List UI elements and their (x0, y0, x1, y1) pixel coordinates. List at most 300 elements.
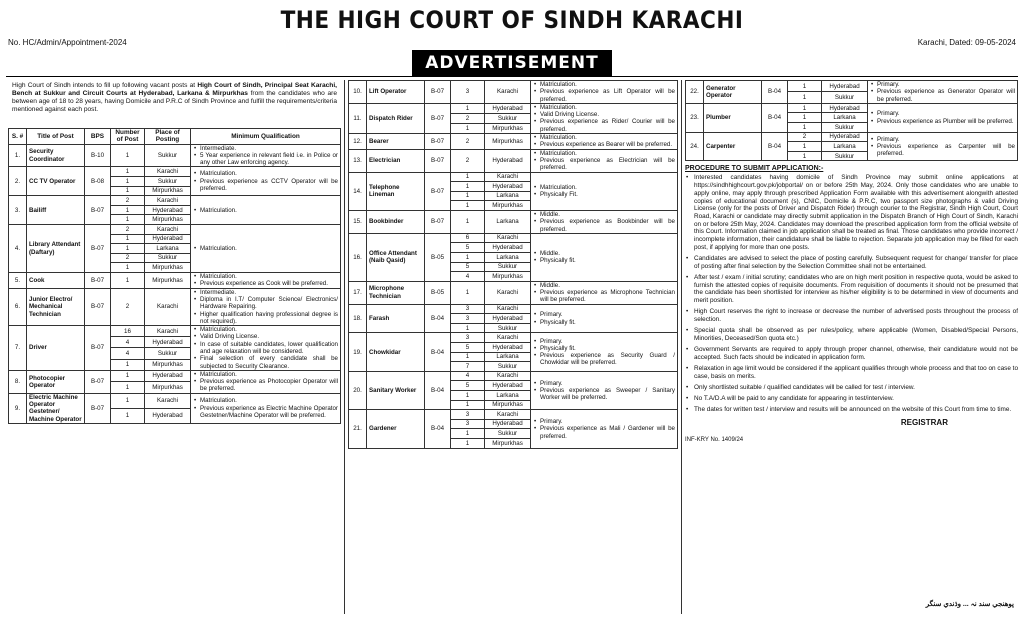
post-place: Karachi (145, 393, 191, 408)
post-place: Sukkur (485, 262, 531, 272)
post-place: Sukkur (145, 177, 191, 187)
post-count: 16 (111, 326, 145, 337)
post-bps: B-04 (762, 81, 788, 104)
post-count: 1 (451, 323, 485, 333)
page-title: THE HIGH COURT OF SINDH KARACHI (280, 6, 744, 34)
procedure-list (685, 174, 1018, 413)
post-qualification (531, 103, 678, 133)
qualification-item: • Previous experience as Cook will be preferred. (193, 280, 338, 287)
post-sn: 2. (9, 167, 27, 196)
post-count: 3 (451, 410, 485, 420)
post-sn: 21. (349, 410, 367, 448)
qualification-item: • Matriculation. (533, 104, 675, 111)
post-count: 1 (111, 234, 145, 244)
post-place: Hyderabad (485, 103, 531, 113)
post-count: 5 (451, 343, 485, 353)
posts-body-2 (349, 81, 678, 449)
column-1 (8, 80, 341, 614)
reference-number: No. HC/Admin/Appointment-2024 (8, 38, 127, 47)
qualification-item: • Physically fit. (533, 257, 675, 264)
qualification-list (870, 110, 1015, 125)
post-sn: 22. (686, 81, 704, 104)
qualification-item: • Previous experience as Electric Machine Operator Gestetner/Machine Operator will be preferred. (193, 405, 338, 420)
post-sn: 5. (9, 273, 27, 289)
table-row (349, 233, 678, 243)
post-title: Generator Operator (704, 81, 762, 104)
post-sn: 16. (349, 233, 367, 281)
post-place: Hyderabad (822, 103, 868, 113)
table-row (349, 371, 678, 381)
post-count: 2 (111, 225, 145, 235)
qualification-list (533, 418, 675, 440)
post-bps: B-07 (425, 134, 451, 150)
post-count: 1 (788, 151, 822, 161)
post-place: Sukkur (145, 348, 191, 359)
qualification-item: • Matriculation. (193, 245, 338, 252)
post-count: 1 (451, 201, 485, 211)
qualification-item: • Matriculation. (193, 371, 338, 378)
post-sn: 7. (9, 326, 27, 371)
post-qualification (868, 103, 1018, 132)
post-place: Hyderabad (822, 132, 868, 142)
post-count: 1 (451, 429, 485, 439)
procedure-item: • The dates for written test / interview and results will be announced on the website of this Court from time to time. (685, 406, 1018, 414)
header-sn: S. # (9, 129, 27, 145)
post-place: Sukkur (145, 144, 191, 167)
qualification-list (533, 104, 675, 133)
post-sn: 9. (9, 393, 27, 423)
qualification-item: • Matriculation. (533, 134, 675, 141)
post-place: Mirpurkhas (145, 382, 191, 393)
post-qualification (531, 172, 678, 210)
qualification-list (193, 273, 338, 288)
table-row (9, 196, 341, 206)
post-place: Mirpurkhas (485, 272, 531, 282)
column-divider-2 (681, 80, 682, 614)
post-bps: B-07 (425, 149, 451, 172)
post-count: 1 (111, 186, 145, 196)
post-place: Larkana (822, 142, 868, 152)
table-row (9, 144, 341, 167)
post-sn: 19. (349, 333, 367, 371)
table-row (349, 149, 678, 172)
table-row (9, 225, 341, 235)
post-qualification (868, 132, 1018, 161)
qualification-item: • Primary. (533, 380, 675, 387)
post-place: Karachi (485, 172, 531, 182)
post-place: Karachi (485, 371, 531, 381)
table-row (9, 326, 341, 337)
post-place: Mirpurkhas (485, 124, 531, 134)
procedure-item: • Special quota shall be observed as per rules/policy, where applicable (Women, Disabled/Special Persons, Minorities, Deceased/Son quota etc.) (685, 327, 1018, 342)
post-bps: B-04 (425, 333, 451, 371)
post-title: Photocopier Operator (27, 370, 85, 393)
post-count: 2 (451, 149, 485, 172)
post-place: Sukkur (485, 362, 531, 372)
post-place: Hyderabad (145, 205, 191, 215)
procedure-heading: PROCEDURE TO SUBMIT APPLICATION:- (685, 165, 824, 173)
post-count: 3 (451, 304, 485, 314)
intro-text: High Court of Sindh intends to fill up following vacant posts at (12, 82, 198, 89)
qualification-item: • Middle. (533, 282, 675, 289)
post-sn: 15. (349, 210, 367, 233)
post-sn: 24. (686, 132, 704, 161)
post-place: Karachi (145, 326, 191, 337)
post-count: 5 (451, 262, 485, 272)
post-sn: 6. (9, 288, 27, 325)
table-row (349, 103, 678, 113)
post-count: 1 (788, 81, 822, 92)
post-title: Office Attendant (Naib Qasid) (367, 233, 425, 281)
post-sn: 12. (349, 134, 367, 150)
post-count: 1 (451, 439, 485, 449)
qualification-item: • Primary. (533, 418, 675, 425)
post-sn: 10. (349, 81, 367, 104)
post-place: Larkana (822, 113, 868, 123)
procedure-item: • Interested candidates having domicile of Sindh Province may submit online applications at https://sindhhighcourt.gov.pk/jobportal/ on or before 25th May, 2024. Only those candidates who are unable to apply online, may apply through prescribed Application Form available with this advertisement alongwith attested copies of educational document (s), CNIC, Domicile & P.R.C, two passport size photographs & valid Driving License (only for the posts of Driver and Dispatch Rider) through courier to the Registrar, Sindh High Court, Court Road, Karachi or candidate may directly submit application in the Dispatch Branch of High Court of Sindh, Karachi on or before 25th May, 2024. Candidates may download the prescribed application form from the official website of this Court. Information claimed in job application shall be treated as final. Those candidates who provide incorrect / incomplete information, their candidature shall be liable to rejection. Separate job application may be filled for each post, if applying for more than one posts. (685, 174, 1018, 251)
post-title: Library Attendant (Daftary) (27, 225, 85, 273)
table-row (349, 410, 678, 420)
table-row (349, 172, 678, 182)
post-place: Karachi (145, 196, 191, 206)
post-bps: B-07 (85, 225, 111, 273)
advertisement-banner: ADVERTISEMENT (412, 50, 612, 76)
post-title: Bookbinder (367, 210, 425, 233)
qualification-item: • Matriculation. (193, 326, 338, 333)
post-place: Hyderabad (485, 182, 531, 192)
post-place: Mirpurkhas (485, 134, 531, 150)
post-bps: B-07 (85, 273, 111, 289)
post-place: Karachi (485, 333, 531, 343)
qualification-item: • Matriculation. (533, 150, 675, 157)
post-count: 1 (451, 253, 485, 263)
table-row (686, 81, 1018, 92)
post-count: 1 (111, 205, 145, 215)
post-title: Sanitary Worker (367, 371, 425, 409)
post-bps: B-04 (762, 103, 788, 132)
post-title: Lift Operator (367, 81, 425, 104)
procedure-item: • Government Servants are required to apply through proper channel, otherwise, their candidature would not be accepted. Such facts should be indicated in application form. (685, 346, 1018, 361)
post-sn: 1. (9, 144, 27, 167)
qualification-list (533, 338, 675, 367)
table-row (9, 167, 341, 177)
post-sn: 8. (9, 370, 27, 393)
qualification-item: • Matriculation. (193, 207, 338, 214)
qualification-list (193, 326, 338, 370)
column-2 (348, 80, 678, 614)
post-place: Hyderabad (485, 314, 531, 324)
post-count: 2 (451, 134, 485, 150)
post-place: Sukkur (485, 113, 531, 123)
post-place: Hyderabad (145, 337, 191, 348)
post-count: 1 (111, 370, 145, 381)
post-count: 6 (451, 233, 485, 243)
post-count: 1 (788, 113, 822, 123)
post-title: Electric Machine Operator Gestetner/ Machine Operator (27, 393, 85, 423)
post-place: Hyderabad (145, 234, 191, 244)
post-title: Cook (27, 273, 85, 289)
qualification-item: • Physically fit. (533, 345, 675, 352)
qualification-list (193, 371, 338, 393)
table-row (349, 304, 678, 314)
post-sn: 20. (349, 371, 367, 409)
post-count: 1 (111, 359, 145, 370)
qualification-item: • Valid Driving License. (193, 333, 338, 340)
qualification-item: • Previous experience as Electrician will be preferred. (533, 157, 675, 172)
procedure-item: • After test / exam / initial scrutiny; candidates who are on high merit position in respective quota, would be asked to furnish the attested copies of requisite documents. From requisition of documents it should not be presumed that the candidate has been shortlisted for interview as his/her eligibility is to be determined in view of documents and merit position. (685, 274, 1018, 305)
post-count: 2 (111, 196, 145, 206)
post-place: Mirpurkhas (145, 273, 191, 289)
qualification-list (533, 150, 675, 172)
post-title: Bearer (367, 134, 425, 150)
post-sn: 14. (349, 172, 367, 210)
post-qualification (191, 225, 341, 273)
post-count: 3 (451, 333, 485, 343)
qualification-list (533, 211, 675, 233)
post-bps: B-10 (85, 144, 111, 167)
qualification-list (533, 250, 675, 265)
intro-paragraph (8, 80, 341, 128)
post-count: 4 (111, 348, 145, 359)
post-place: Karachi (145, 288, 191, 325)
qualification-list (533, 81, 675, 103)
table-row (9, 273, 341, 289)
table-row (686, 132, 1018, 142)
post-sn: 18. (349, 304, 367, 333)
post-title: Driver (27, 326, 85, 371)
qualification-item: • Intermediate. (193, 145, 338, 152)
post-title: Microphone Technician (367, 281, 425, 304)
post-qualification (191, 393, 341, 423)
post-bps: B-07 (425, 210, 451, 233)
qualification-item: • Previous experience as Bookbinder will be preferred. (533, 218, 675, 233)
post-count: 1 (111, 393, 145, 408)
intro-bold-text: High Court of Sindh, Principal Seat Karachi, Bench at Sukkur and Circuit Courts at Hyderabad, Larkana & Mirpurkhas (12, 82, 338, 97)
qualification-item: • Middle. (533, 211, 675, 218)
post-count: 1 (451, 103, 485, 113)
qualification-list (870, 81, 1015, 103)
post-bps: B-04 (425, 410, 451, 448)
posts-table-3 (685, 80, 1018, 161)
procedure-item: • Relaxation in age limit would be considered if the applicant qualifies through whole process and that too on case to case, basis on merits. (685, 365, 1018, 380)
post-qualification (191, 167, 341, 196)
post-count: 1 (111, 177, 145, 187)
post-place: Sukkur (822, 92, 868, 103)
qualification-item: • Matriculation. (533, 184, 675, 191)
qualification-item: • Matriculation. (193, 273, 338, 280)
post-title: Telephone Lineman (367, 172, 425, 210)
post-place: Hyderabad (485, 419, 531, 429)
procedure-item: • Only shortlisted suitable / qualified candidates will be called for test / interview. (685, 384, 1018, 392)
post-count: 1 (451, 281, 485, 304)
post-bps: B-04 (425, 304, 451, 333)
post-count: 3 (451, 419, 485, 429)
qualification-list (193, 207, 338, 214)
post-count: 1 (111, 167, 145, 177)
post-title: Farash (367, 304, 425, 333)
post-count: 1 (111, 215, 145, 225)
post-place: Karachi (485, 304, 531, 314)
qualification-list (870, 136, 1015, 158)
qualification-item: • Matriculation. (193, 170, 338, 177)
intro-text-2: from the candidates who are between age of 18 to 28 years, having Domicile and P.R.C of Sindh Province and fulfill the requirements/criteria mentioned against each post. (12, 90, 337, 113)
qualification-item: • 5 Year experience in relevant field i.e. in Police or any other Law enforcing agency. (193, 152, 338, 167)
post-title: Plumber (704, 103, 762, 132)
post-qualification (531, 304, 678, 333)
post-bps: B-07 (85, 326, 111, 371)
post-place: Larkana (485, 253, 531, 263)
post-title: Security Coordinator (27, 144, 85, 167)
post-place: Mirpurkhas (485, 400, 531, 410)
post-title: Gardener (367, 410, 425, 448)
post-count: 1 (451, 124, 485, 134)
post-qualification (191, 144, 341, 167)
post-qualification (531, 134, 678, 150)
post-place: Mirpurkhas (145, 186, 191, 196)
qualification-item: • Previous experience as Generator Operator will be preferred. (870, 88, 1015, 103)
post-count: 3 (451, 314, 485, 324)
post-place: Sukkur (822, 151, 868, 161)
qualification-list (193, 170, 338, 192)
post-bps: B-07 (425, 81, 451, 104)
qualification-item: • Previous experience as Rider/ Courier will be preferred. (533, 118, 675, 133)
qualification-item: • Intermediate. (193, 289, 338, 296)
post-qualification (531, 210, 678, 233)
post-title: Chowkidar (367, 333, 425, 371)
post-count: 1 (788, 142, 822, 152)
qualification-list (193, 245, 338, 252)
post-qualification (531, 371, 678, 409)
post-place: Mirpurkhas (145, 263, 191, 273)
post-sn: 23. (686, 103, 704, 132)
post-count: 4 (451, 272, 485, 282)
post-place: Karachi (485, 233, 531, 243)
post-place: Mirpurkhas (145, 359, 191, 370)
post-qualification (191, 370, 341, 393)
header-bps: BPS (85, 129, 111, 145)
post-count: 1 (451, 391, 485, 401)
post-place: Sukkur (145, 253, 191, 263)
post-count: 1 (451, 352, 485, 362)
post-title: CC TV Operator (27, 167, 85, 196)
post-count: 1 (111, 273, 145, 289)
post-qualification (531, 233, 678, 281)
post-count: 2 (451, 113, 485, 123)
post-place: Karachi (485, 410, 531, 420)
post-place: Hyderabad (485, 343, 531, 353)
post-sn: 11. (349, 103, 367, 133)
post-bps: B-08 (85, 167, 111, 196)
post-count: 4 (111, 337, 145, 348)
post-place: Karachi (485, 81, 531, 104)
procedure-item: • No T.A/D.A will be paid to any candidate for appearing in test/interview. (685, 395, 1018, 403)
post-qualification (531, 149, 678, 172)
post-bps: B-07 (85, 370, 111, 393)
qualification-item: • Previous experience as Security Guard / Chowkidar will be preferred. (533, 352, 675, 367)
qualification-item: • In case of suitable candidates, lower qualification and age relaxation will be considered. (193, 341, 338, 356)
procedure-item: • Candidates are advised to select the place of posting carefully. Subsequent request for change/ transfer for place of posting after final selection by the Selection Committee shall not be entertained. (685, 255, 1018, 270)
qualification-list (533, 380, 675, 402)
post-count: 1 (451, 191, 485, 201)
post-qualification (868, 81, 1018, 104)
post-count: 3 (451, 81, 485, 104)
post-bps: B-04 (425, 371, 451, 409)
qualification-item: • Primary. (870, 81, 1015, 88)
post-bps: B-05 (425, 281, 451, 304)
post-count: 5 (451, 243, 485, 253)
post-title: Dispatch Rider (367, 103, 425, 133)
post-bps: B-07 (425, 103, 451, 133)
post-count: 1 (451, 182, 485, 192)
post-count: 2 (788, 132, 822, 142)
qualification-item: • Physically fit. (533, 319, 675, 326)
qualification-list (533, 282, 675, 304)
post-bps: B-07 (425, 172, 451, 210)
post-title: Carpenter (704, 132, 762, 161)
qualification-list (533, 311, 675, 326)
post-title: Bailiff (27, 196, 85, 225)
table-row (349, 210, 678, 233)
post-count: 1 (788, 123, 822, 133)
post-qualification (191, 288, 341, 325)
table-header-row (9, 129, 341, 145)
post-count: 2 (111, 288, 145, 325)
qualification-item: • Previous experience as Carpenter will be preferred. (870, 143, 1015, 158)
post-sn: 13. (349, 149, 367, 172)
procedure-item: • High Court reserves the right to increase or decrease the number of advertised posts throughout the process of selection. (685, 308, 1018, 323)
qualification-list (193, 289, 338, 325)
registrar-signature: REGISTRAR (900, 417, 948, 427)
post-count: 1 (788, 103, 822, 113)
post-count: 1 (111, 244, 145, 254)
post-place: Hyderabad (485, 381, 531, 391)
qualification-item: • Higher qualification having professional degree is not required). (193, 311, 338, 326)
post-place: Sukkur (822, 123, 868, 133)
table-row (349, 134, 678, 150)
qualification-list (533, 134, 675, 149)
post-qualification (191, 196, 341, 225)
post-place: Larkana (485, 191, 531, 201)
post-place: Mirpurkhas (485, 201, 531, 211)
table-row (9, 288, 341, 325)
qualification-item: • Middle. (533, 250, 675, 257)
post-qualification (531, 410, 678, 448)
qualification-item: • Previous experience as Mali / Gardener will be preferred. (533, 425, 675, 440)
post-place: Karachi (145, 225, 191, 235)
header-place: Place of Posting (145, 129, 191, 145)
post-place: Karachi (145, 167, 191, 177)
post-sn: 17. (349, 281, 367, 304)
qualification-item: • Matriculation. (533, 81, 675, 88)
qualification-item: • Previous experience as CCTV Operator will be preferred. (193, 178, 338, 193)
post-place: Sukkur (485, 429, 531, 439)
posts-body-1 (9, 144, 341, 423)
post-qualification (531, 281, 678, 304)
qualification-item: • Primary. (870, 110, 1015, 117)
post-qualification (531, 81, 678, 104)
post-place: Hyderabad (485, 149, 531, 172)
post-sn: 3. (9, 196, 27, 225)
column-divider (344, 80, 345, 614)
table-row (349, 333, 678, 343)
table-row (349, 81, 678, 104)
qualification-item: • Final selection of every candidate shall be subjected to Security Clearance. (193, 355, 338, 370)
qualification-item: • Matriculation. (193, 397, 338, 404)
qualification-item: • Diploma in I.T/ Computer Science/ Electronics/ Hardware Repairing. (193, 296, 338, 311)
post-place: Hyderabad (822, 81, 868, 92)
header-rule (6, 76, 1018, 77)
post-count: 1 (788, 92, 822, 103)
